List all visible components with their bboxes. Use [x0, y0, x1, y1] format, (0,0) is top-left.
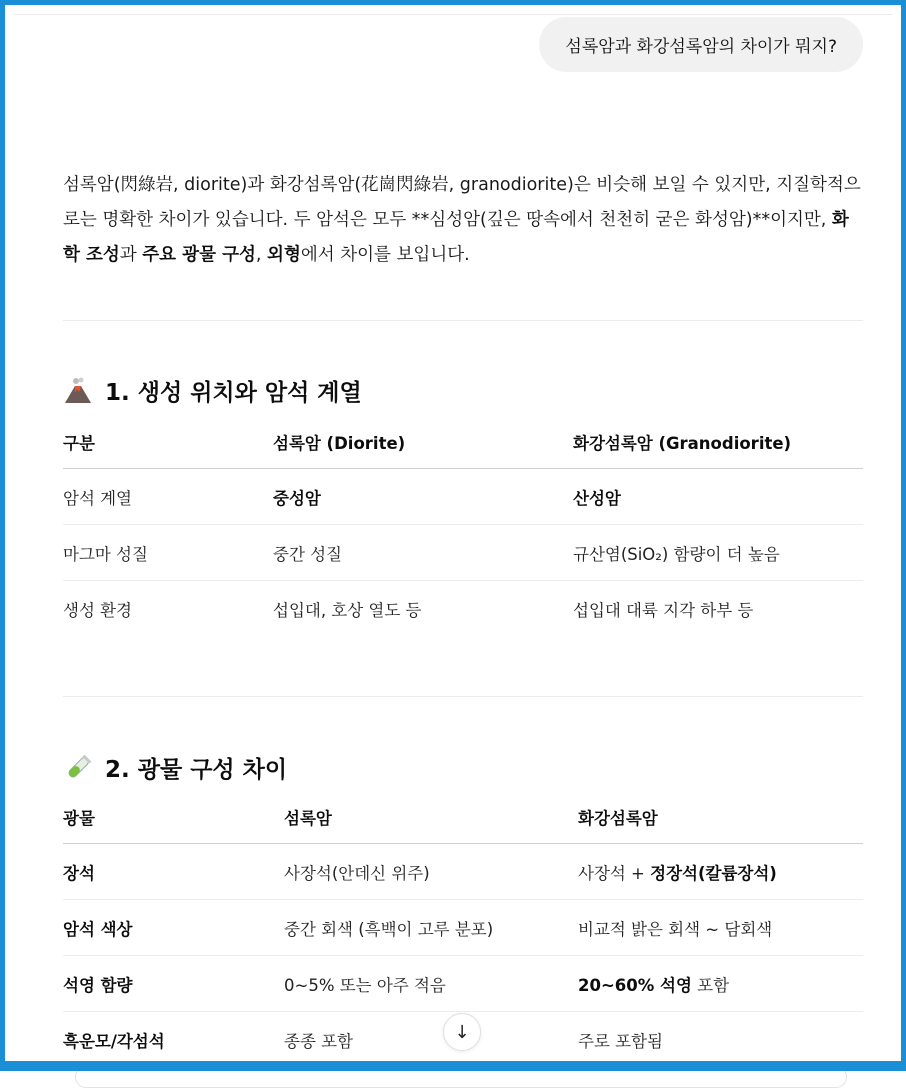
- column-header: 화강섬록암: [578, 805, 863, 844]
- section1-heading: [63, 374, 362, 407]
- intro-bold-2: 주요 광물 구성: [142, 245, 256, 265]
- table-row: [63, 581, 863, 637]
- section2-heading: [63, 751, 287, 784]
- section2-title: 2. 광물 구성 차이: [105, 757, 288, 783]
- table-cell: 섭입대 대륙 지각 하부 등: [573, 600, 754, 620]
- volcano-icon: [63, 376, 93, 406]
- cell-text: 사장석 +: [578, 863, 651, 883]
- table-row: [63, 844, 863, 900]
- cell-text: 포함: [691, 975, 730, 995]
- arrow-down-icon: ↓: [454, 1021, 470, 1043]
- intro-bold-1: 화학 조성: [63, 210, 849, 265]
- section1-title: 1. 생성 위치와 암석 계열: [105, 380, 362, 406]
- table-cell: 생성 환경: [63, 600, 133, 620]
- table-cell: 마그마 성질: [63, 525, 273, 581]
- table-cell: 섭입대, 호상 열도 등: [273, 600, 422, 620]
- column-header: 구분: [63, 430, 273, 469]
- table-cell: 규산염(SiO₂) 함량이 더 높음: [573, 525, 863, 581]
- table-cell: 비교적 밝은 회색 ~ 담회색: [578, 900, 863, 956]
- table-header-row: [63, 430, 863, 469]
- test-tube-icon: [63, 753, 93, 783]
- table-cell: 장석: [63, 844, 284, 900]
- section-divider: [63, 696, 863, 697]
- table-header-row: [63, 805, 863, 844]
- intro-bold-3: 외형: [267, 245, 301, 265]
- table-cell: 중성암: [273, 469, 573, 525]
- table-cell: 흑운모/각섬석: [63, 1031, 165, 1051]
- section-divider: [63, 320, 863, 321]
- table-cell: 석영 함량: [63, 956, 284, 1012]
- answer-intro: [63, 168, 863, 273]
- intro-text: 섬록암(閃綠岩, diorite)과 화강섬록암(花崗閃綠岩, granodiorite)은 비슷해 보일 수 있지만, 지질학적으로는 명확한 차이가 있습니다. 두 암석은 모두 **심성암(깊은 땅속에서 천천히 굳은 화성암)**이지만,: [63, 175, 861, 230]
- table-cell: 암석 계열: [63, 469, 273, 525]
- table-cell: 중간 회색 (흑백이 고루 분포): [284, 900, 578, 956]
- header-divider: [14, 14, 892, 15]
- message-composer[interactable]: [75, 1066, 847, 1088]
- intro-text-2: 과: [119, 245, 143, 265]
- table-cell: 주로 포함됨: [578, 1031, 663, 1051]
- table-cell: [578, 956, 863, 1012]
- column-header: 화강섬록암 (Granodiorite): [573, 430, 863, 469]
- scroll-to-bottom-button[interactable]: [443, 1013, 481, 1051]
- table-row: [63, 469, 863, 525]
- intro-text-3: ,: [255, 245, 268, 265]
- user-message-text: 섬록암과 화강섬록암의 차이가 뭐지?: [565, 37, 837, 57]
- table-rock-series: [63, 430, 863, 636]
- column-header: 섬록암: [284, 805, 578, 844]
- table-row: [63, 525, 863, 581]
- table-cell: 종종 포함: [284, 1031, 354, 1051]
- table-cell: 0~5% 또는 아주 적음: [284, 956, 578, 1012]
- column-header: 섬록암 (Diorite): [273, 430, 573, 469]
- table-cell: [578, 844, 863, 900]
- table-cell: 사장석(안데신 위주): [284, 844, 578, 900]
- cell-bold-text: 20~60% 석영: [578, 975, 692, 995]
- user-message-bubble: [539, 17, 863, 72]
- cell-bold-text: 정장석(칼륨장석): [650, 863, 777, 883]
- column-header: 광물: [63, 805, 284, 844]
- table-row: [63, 900, 863, 956]
- table-cell: 산성암: [573, 469, 863, 525]
- table-row: [63, 956, 863, 1012]
- table-cell: 중간 성질: [273, 525, 573, 581]
- intro-text-4: 에서 차이를 보입니다.: [300, 245, 470, 265]
- table-cell: 암석 색상: [63, 900, 284, 956]
